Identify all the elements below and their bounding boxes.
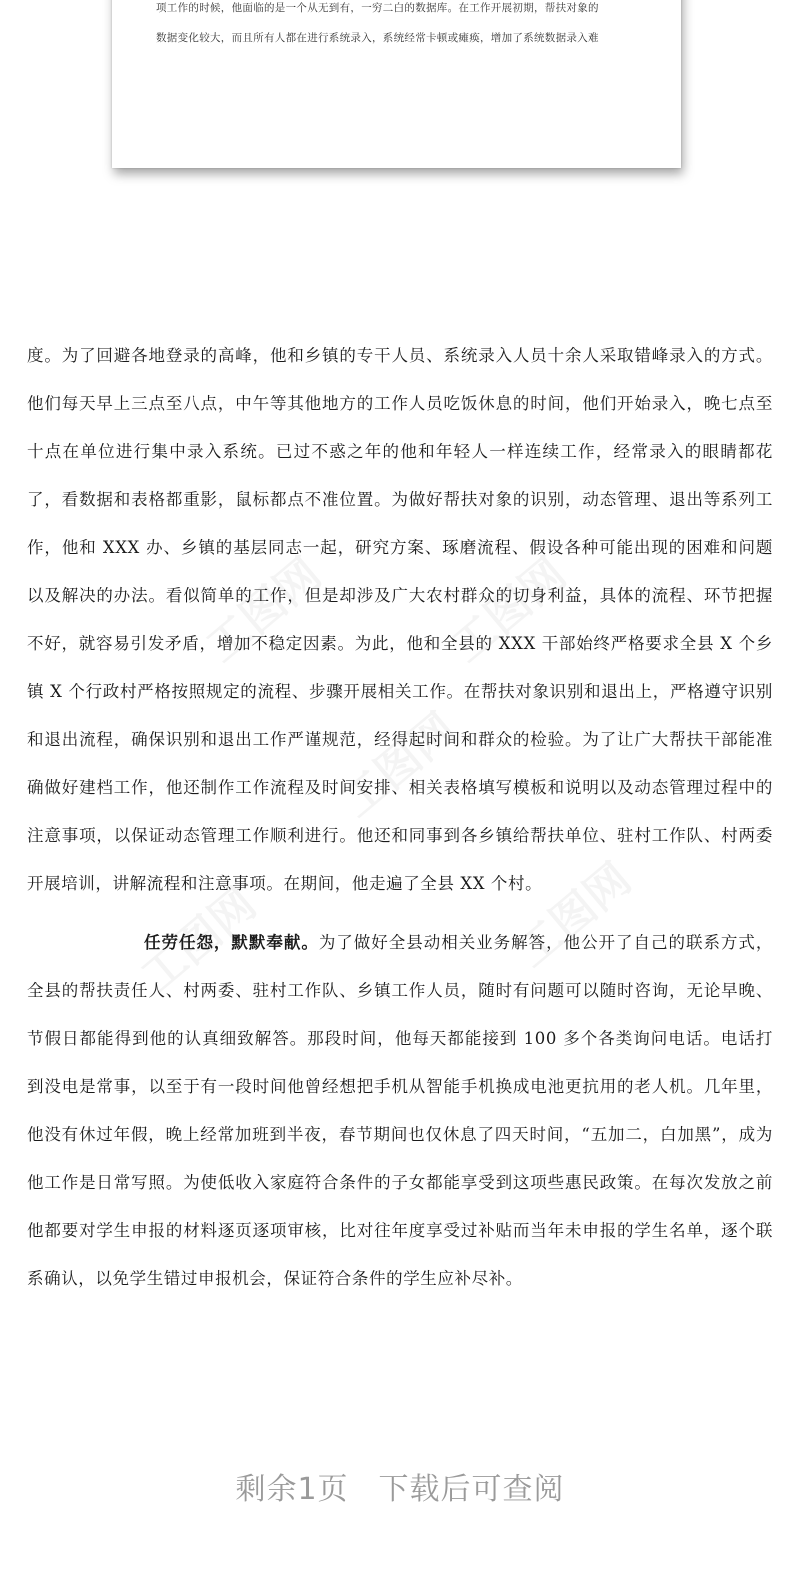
paragraph-heading: 任劳任怨，默默奉献。 bbox=[144, 933, 319, 952]
paragraph-text: 为了做好全县动相关业务解答，他公开了自己的联系方式，全县的帮扶责任人、村两委、驻村工作队、乡镇工作人员，随时有问题可以随时咨询，无论早晚、节假日都能得到他的认真细致解答。那段时间，他每天都能接到 100 多个各类询问电话。电话打到没电是常事，以至于有一段时间他曾经想把手机从智能手机换成电池更抗用的老人机。几年里，他没有休过年假，晚上经常加班到半夜，春节期间也仅休息了四天时间，“五加二，白加黑”，成为他工作是日常写照。为使低收入家庭符合条件的子女都能享受到这项些惠民政策。在每次发放之前他都要对学生申报的材料逐页逐项审核，比对往年度享受过补贴而当年未申报的学生名单，逐个联系确认，以免学生错过申报机会，保证符合条件的学生应补尽补。 bbox=[27, 933, 773, 1288]
preview-line: 数据变化较大，而且所有人都在进行系统录入，系统经常卡顿或瘫痪，增加了系统数据录入难 bbox=[156, 32, 599, 44]
article-body bbox=[27, 332, 773, 1303]
remaining-pages-label: 剩余1页 bbox=[235, 1472, 349, 1507]
paragraph: 度。为了回避各地登录的高峰，他和乡镇的专干人员、系统录入人员十余人采取错峰录入的方式。他们每天早上三点至八点，中午等其他地方的工作人员吃饭休息的时间，他们开始录入，晚七点至十点在单位进行集中录入系统。已过不惑之年的他和年轻人一样连续工作，经常录入的眼睛都花了，看数据和表格都重影，鼠标都点不准位置。为做好帮扶对象的识别，动态管理、退出等系列工作，他和 XXX 办、乡镇的基层同志一起，研究方案、琢磨流程、假设各种可能出现的困难和问题以及解决的办法。看似简单的工作，但是却涉及广大农村群众的切身利益，具体的流程、环节把握不好，就容易引发矛盾，增加不稳定因素。为此，他和全县的 XXX 干部始终严格要求全县 X 个乡镇 X 个行政村严格按照规定的流程、步骤开展相关工作。在帮扶对象识别和退出上，严格遵守识别和退出流程，确保识别和退出工作严谨规范，经得起时间和群众的检验。为了让广大帮扶干部能准确做好建档工作，他还制作工作流程及时间安排、相关表格填写模板和说明以及动态管理过程中的注意事项，以保证动态管理工作顺利进行。他还和同事到各乡镇给帮扶单位、驻村工作队、村两委开展培训，讲解流程和注意事项。在期间，他走遍了全县 XX 个村。 bbox=[27, 346, 773, 893]
preview-line: 项工作的时候，他面临的是一个从无到有，一穷二白的数据库。在工作开展初期，帮扶对象的 bbox=[156, 2, 599, 14]
paragraph bbox=[27, 919, 773, 1303]
remaining-pages-banner[interactable] bbox=[0, 1464, 800, 1508]
download-hint-label: 下载后可查阅 bbox=[378, 1472, 565, 1507]
page-preview-card bbox=[112, 0, 681, 168]
